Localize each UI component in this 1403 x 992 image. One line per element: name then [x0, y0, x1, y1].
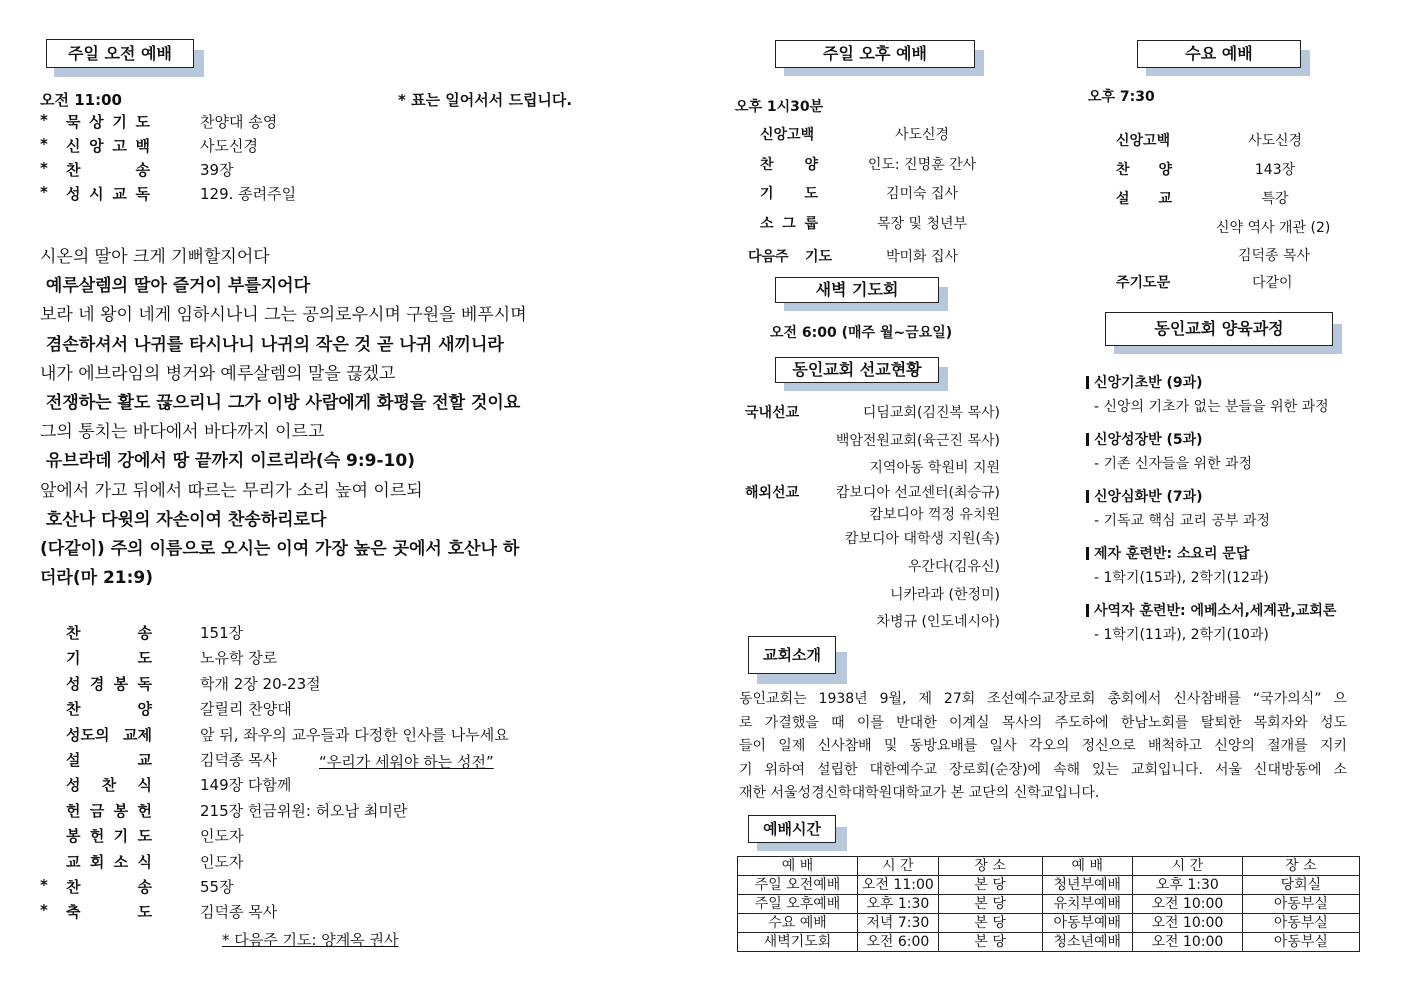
reading-line: 예루살렘의 딸아 즐거이 부를지어다: [40, 276, 311, 297]
schedule-cell: 오후 1:30: [1132, 876, 1242, 895]
morning-service-header: 주일 오전 예배: [46, 39, 194, 68]
course-description: - 기독교 핵심 교리 공부 과정: [1094, 513, 1271, 529]
overseas-mission-item: 캄보디아 대학생 지원(속): [844, 531, 1000, 547]
wednesday-item-label: 설 교: [1116, 191, 1172, 207]
schedule-cell: 오후 1:30: [857, 895, 938, 914]
domestic-mission-label: 국내선교: [745, 405, 800, 421]
course-title: 신앙성장반 (5과): [1094, 432, 1203, 448]
order-item-value: 215장 헌금위원: 허오남 최미란: [200, 801, 408, 820]
order-item-label: 성 경 봉 독: [66, 674, 152, 693]
overseas-mission-item: 차병규 (인도네시아): [876, 614, 1000, 630]
wednesday-service-header: 수요 예배: [1137, 40, 1301, 68]
afternoon-item-label: 소 그 룹: [760, 216, 818, 232]
afternoon-item-value: 목장 및 청년부: [876, 216, 968, 232]
reading-line: 유브라데 강에서 땅 끝까지 이르리라(슥 9:9-10): [40, 451, 415, 472]
schedule-header-row: [738, 857, 1360, 876]
schedule-column-header: 예 배: [738, 857, 858, 876]
order-item-value: 노유학 장로: [200, 649, 278, 668]
reading-line: 겸손하셔서 나귀를 타시나니 나귀의 작은 것 곧 나귀 새끼니라: [40, 334, 504, 355]
schedule-cell: 본 당: [938, 914, 1042, 933]
afternoon-time: 오후 1시30분: [735, 99, 824, 115]
afternoon-item-label: 찬 양: [760, 157, 818, 173]
reading-line: 그의 통치는 바다에서 바다까지 이르고: [40, 422, 325, 443]
intro-line: 동인교회는 1938년 9월, 제 27회 조선예수교장로회 총회에서 신사참배를 “국가의식” 으: [739, 691, 1347, 707]
schedule-cell: 청년부예배: [1042, 876, 1132, 895]
schedule-cell: 유치부예배: [1042, 895, 1132, 914]
schedule-column-header: 장 소: [1242, 857, 1359, 876]
schedule-row: [738, 933, 1360, 952]
schedule-cell: 주일 오후예배: [738, 895, 858, 914]
course-title: 제자 훈련반: 소요리 문답: [1094, 546, 1250, 562]
order-item-label: 설 교: [66, 751, 152, 769]
schedule-row: [738, 914, 1360, 933]
course-description: - 기존 신자들을 위한 과정: [1094, 456, 1253, 472]
order-item-value: 149장 다함께: [200, 776, 292, 795]
course-title: 신앙기초반 (9과): [1094, 375, 1203, 391]
course-description: - 신앙의 기초가 없는 분들을 위한 과정: [1094, 399, 1329, 415]
order-item-label: 봉 헌 기 도: [66, 827, 152, 846]
order-item-value: 김덕종 목사: [200, 903, 278, 922]
wednesday-next-value: 다같이: [1252, 275, 1293, 291]
schedule-cell: 오전 10:00: [1132, 895, 1242, 914]
order-item-value: 갈릴리 찬양대: [200, 700, 292, 719]
reading-line: 호산나 다윗의 자손이여 찬송하리로다: [40, 509, 327, 530]
schedule-column-header: 예 배: [1042, 857, 1132, 876]
intro-line: 들이 일제 신사참배 및 동방요배를 일사 각오의 정신으로 배척하고 신앙의 절개를 지키: [739, 738, 1347, 755]
intro-line: 로 가결했을 때 이를 반대한 이계실 목사의 주도하에 한남노회를 탈퇴한 목회자와 성도: [739, 714, 1347, 731]
order-item-label: 찬 송: [66, 878, 152, 896]
schedule-cell: 오전 6:00: [857, 933, 938, 952]
overseas-mission-item: 니카라과 (한정미): [889, 587, 1000, 603]
morning-item-label: 성 시 교 독: [66, 185, 150, 203]
afternoon-item-label: 다음주 기도: [748, 249, 832, 265]
morning-item-star: *: [40, 183, 48, 201]
schedule-column-header: 시 간: [1132, 857, 1242, 876]
wednesday-item-value: 사도신경: [1247, 133, 1303, 149]
wednesday-item-label: 찬 양: [1116, 162, 1172, 178]
schedule-cell: 아동부실: [1242, 933, 1359, 952]
schedule-cell: 본 당: [938, 876, 1042, 895]
afternoon-service-header: 주일 오후 예배: [775, 40, 975, 68]
standing-note: * 표는 일어서서 드립니다.: [398, 91, 573, 109]
wednesday-next-label: 주기도문: [1116, 275, 1171, 291]
course-bullet-bar: [1086, 433, 1089, 446]
morning-item-star: *: [40, 111, 48, 129]
wednesday-preacher: 김덕종 목사: [1238, 248, 1311, 264]
order-item-label: 찬 양: [66, 700, 152, 719]
order-item-value: 인도자: [200, 852, 244, 871]
schedule-cell: 당회실: [1242, 876, 1359, 895]
schedule-table: [737, 856, 1360, 952]
order-item-label: 축 도: [66, 903, 152, 922]
course-title: 사역자 훈련반: 에베소서,세계관,교회론: [1094, 603, 1337, 619]
course-bullet-bar: [1086, 604, 1089, 617]
schedule-cell: 주일 오전예배: [738, 876, 858, 895]
morning-item-label: 찬 송: [66, 161, 150, 179]
course-description: - 1학기(11과), 2학기(10과): [1094, 627, 1269, 643]
dawn-prayer-header: 새벽 기도회: [775, 277, 939, 303]
schedule-cell: 오전 11:00: [857, 876, 938, 895]
reading-line: 내가 에브라임의 병거와 예루살렘의 말을 끊겠고: [40, 363, 396, 384]
domestic-mission-item: 지역아동 학원비 지원: [869, 460, 1000, 476]
schedule-cell: 오전 10:00: [1132, 914, 1242, 933]
afternoon-item-value: 사도신경: [894, 127, 950, 143]
intro-line: 재한 서울성경신학대학원대학교가 본 교단의 신학교입니다.: [739, 785, 1100, 802]
order-item-value: 학개 2장 20-23절: [200, 674, 321, 693]
course-description: - 1학기(15과), 2학기(12과): [1094, 570, 1269, 586]
sermon-title: “우리가 세워야 하는 성전”: [319, 753, 494, 771]
schedule-cell: 오전 10:00: [1132, 933, 1242, 952]
morning-item-label: 신 앙 고 백: [66, 137, 150, 155]
order-item-label: 교 회 소 식: [66, 852, 152, 871]
schedule-row: [738, 895, 1360, 914]
schedule-cell: 저녁 7:30: [857, 914, 938, 933]
morning-item-value: 39장: [200, 161, 234, 179]
schedule-column-header: 장 소: [938, 857, 1042, 876]
course-title: 신앙심화반 (7과): [1094, 489, 1203, 505]
order-item-value: 인도자: [200, 827, 244, 846]
overseas-mission-item: 캄보디아 꺽정 유치원: [869, 507, 1000, 523]
order-item-star: *: [40, 876, 48, 894]
wednesday-item-label: 신앙고백: [1116, 133, 1171, 149]
dawn-prayer-time: 오전 6:00 (매주 월~금요일): [770, 325, 953, 341]
wednesday-sermon-title: 신약 역사 개관 (2): [1216, 220, 1331, 236]
reading-line: 시온의 딸아 크게 기뻐할지어다: [40, 247, 270, 267]
domestic-mission-item: 디딤교회(김진복 목사): [862, 405, 1000, 421]
schedule-cell: 본 당: [938, 895, 1042, 914]
wednesday-item-value: 143장: [1254, 162, 1296, 178]
order-item-star: *: [40, 901, 48, 920]
schedule-cell: 청소년예배: [1042, 933, 1132, 952]
reading-line: 보라 네 왕이 네게 임하시나니 그는 공의로우시며 구원을 베푸시며: [40, 305, 527, 326]
overseas-mission-item: 우간다(김유신): [907, 559, 1000, 575]
course-bullet-bar: [1086, 547, 1089, 560]
order-item-label: 성 찬 식: [66, 776, 152, 795]
afternoon-item-value: 박미화 집사: [885, 249, 959, 265]
wednesday-item-value: 특강: [1261, 191, 1289, 207]
afternoon-item-value: 김미숙 집사: [885, 186, 959, 202]
schedule-cell: 아동부예배: [1042, 914, 1132, 933]
domestic-mission-item: 백암전원교회(육근진 목사): [835, 433, 1000, 449]
schedule-cell: 수요 예배: [738, 914, 858, 933]
course-bullet-bar: [1086, 490, 1089, 503]
schedule-header: 예배시간: [748, 815, 836, 843]
morning-item-value: 사도신경: [200, 137, 258, 155]
schedule-column-header: 시 간: [857, 857, 938, 876]
order-item-label: 기 도: [66, 649, 152, 668]
course-bullet-bar: [1086, 376, 1089, 389]
order-item-label: 헌 금 봉 헌: [66, 801, 152, 820]
order-item-label: 성도의 교제: [66, 725, 152, 744]
schedule-cell: 아동부실: [1242, 914, 1359, 933]
reading-line: 더라(마 21:9): [40, 568, 154, 589]
overseas-mission-item: 캄보디아 선교센터(최승규): [835, 485, 1000, 501]
reading-line: 전쟁하는 활도 끊으리니 그가 이방 사람에게 화평을 전할 것이요: [40, 393, 521, 413]
church-intro-header: 교회소개: [748, 636, 836, 674]
order-item-value: 김덕종 목사: [200, 751, 278, 769]
schedule-cell: 본 당: [938, 933, 1042, 952]
morning-item-value: 129. 종려주일: [200, 185, 297, 203]
afternoon-item-label: 신앙고백: [760, 127, 815, 143]
order-item-value: 151장: [200, 624, 244, 642]
schedule-cell: 새벽기도회: [738, 933, 858, 952]
schedule-cell: 아동부실: [1242, 895, 1359, 914]
wednesday-time: 오후 7:30: [1088, 89, 1155, 105]
next-week-prayer: * 다음주 기도: 양계옥 권사: [222, 931, 399, 949]
schedule-row: [738, 876, 1360, 895]
reading-line: 앞에서 가고 뒤에서 따르는 무리가 소리 높여 이르되: [40, 480, 423, 501]
intro-line: 기 위하여 설립한 대한예수교 장로회(순장)에 속해 있는 교회입니다. 서울 신대방동에 소: [739, 761, 1347, 778]
order-item-value: 앞 뒤, 좌우의 교우들과 다정한 인사를 나누세요: [200, 725, 509, 744]
morning-item-star: *: [40, 135, 48, 153]
morning-item-label: 묵 상 기 도: [66, 113, 150, 131]
mission-header: 동인교회 선교현황: [775, 357, 939, 383]
morning-time: 오전 11:00: [40, 91, 122, 109]
morning-item-value: 찬양대 송영: [200, 113, 278, 131]
reading-line: (다같이) 주의 이름으로 오시는 이여 가장 높은 곳에서 호산나 하: [40, 539, 520, 559]
training-header: 동인교회 양육과정: [1105, 312, 1333, 346]
afternoon-item-label: 기 도: [760, 186, 818, 202]
afternoon-item-value: 인도: 진명훈 간사: [867, 157, 977, 173]
order-item-value: 55장: [200, 878, 234, 896]
morning-item-star: *: [40, 159, 48, 177]
overseas-mission-label: 해외선교: [745, 485, 800, 501]
order-item-label: 찬 송: [66, 624, 152, 642]
